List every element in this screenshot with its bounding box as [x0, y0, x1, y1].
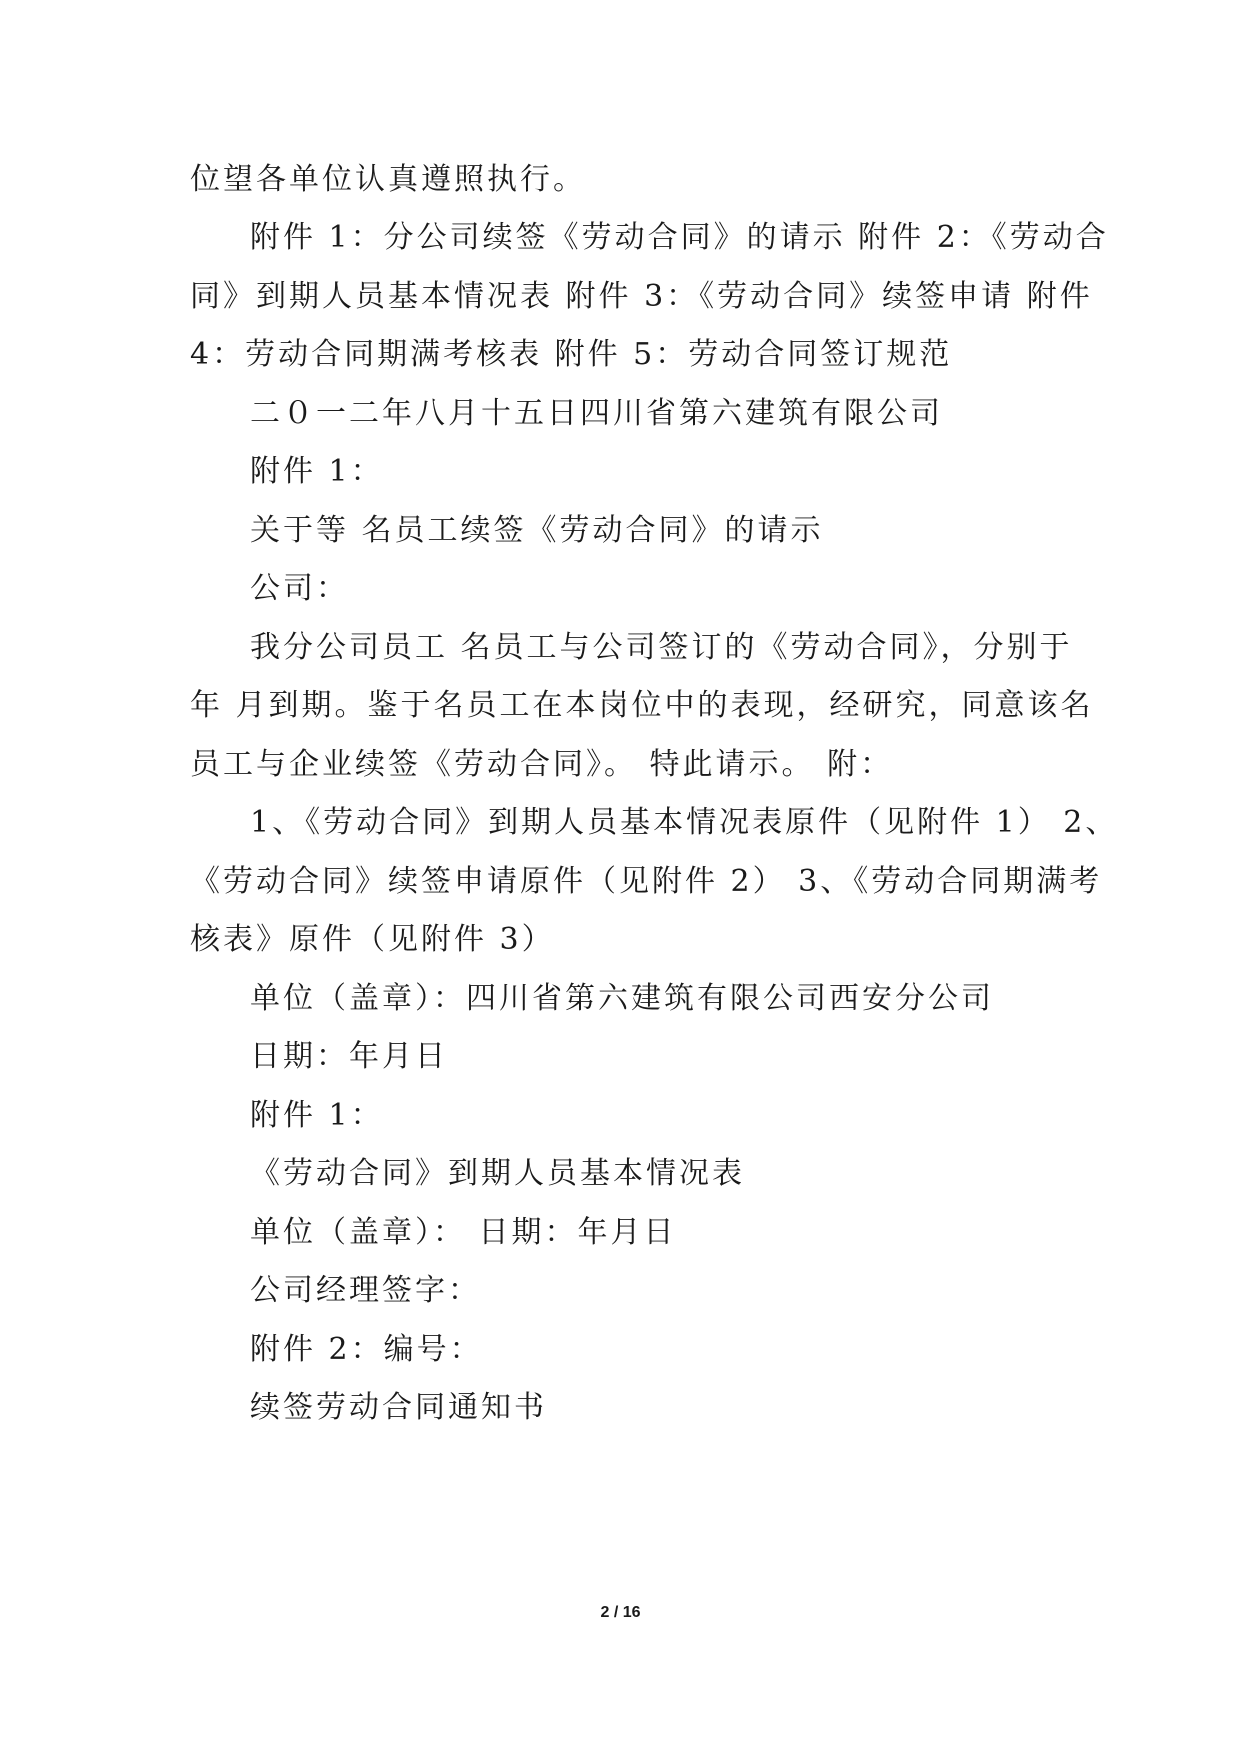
text-line: 续签劳动合同通知书 — [250, 1390, 547, 1425]
text-line: 位望各单位认真遵照执行。 — [190, 162, 586, 197]
text-line: 附件 1： — [250, 1098, 384, 1133]
text-line: 同》到期人员基本情况表 附件 3：《劳动合同》续签申请 附件 — [190, 279, 1093, 314]
text-line: 关于等 名员工续签《劳动合同》的请示 — [250, 513, 824, 548]
text-line: 年 月到期。鉴于名员工在本岗位中的表现，经研究，同意该名 — [190, 688, 1094, 723]
text-line: 日期：年月日 — [250, 1039, 448, 1074]
text-line: 《劳动合同》续签申请原件（见附件 2） 3、《劳动合同期满考 — [190, 864, 1103, 899]
text-line: 4：劳动合同期满考核表 附件 5：劳动合同签订规范 — [190, 337, 953, 372]
text-line: 二０一二年八月十五日四川省第六建筑有限公司 — [250, 396, 943, 431]
text-line: 附件 1： — [250, 454, 384, 489]
text-line: 公司经理签字： — [250, 1273, 481, 1308]
text-line: 单位（盖章）： 日期：年月日 — [250, 1215, 677, 1250]
text-line: 员工与企业续签《劳动合同》。 特此请示。 附： — [190, 747, 894, 782]
text-line: 我分公司员工 名员工与公司签订的《劳动合同》，分别于 — [250, 630, 1073, 665]
text-line: 单位（盖章）：四川省第六建筑有限公司西安分公司 — [250, 981, 994, 1016]
text-line: 公司： — [250, 571, 349, 606]
text-line: 附件 2：编号： — [250, 1332, 483, 1367]
text-line: 附件 1：分公司续签《劳动合同》的请示 附件 2：《劳动合 — [250, 220, 1109, 255]
text-line: 核表》原件（见附件 3） — [190, 922, 555, 957]
text-line: 1、《劳动合同》到期人员基本情况表原件（见附件 1） 2、 — [250, 805, 1119, 840]
text-line: 《劳动合同》到期人员基本情况表 — [250, 1156, 745, 1191]
page-number: 2 / 16 — [600, 1604, 641, 1621]
